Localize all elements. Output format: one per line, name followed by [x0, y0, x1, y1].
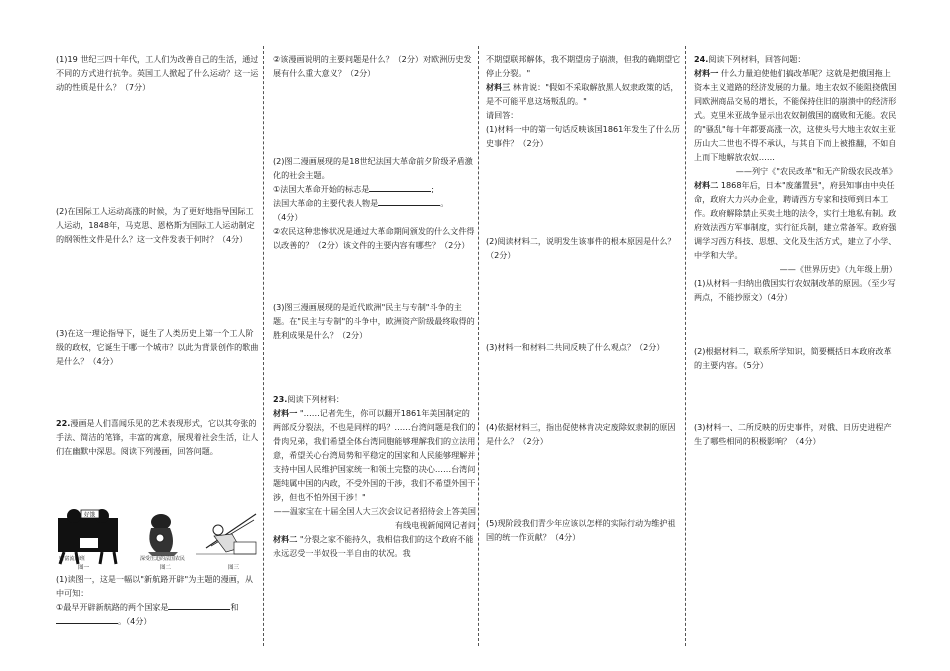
question-22-intro-text: 漫画是人们喜闻乐见的艺术表现形式，它以其夸张的手法、简洁的笔锋，丰富的寓意，展现着社会生活，让人们在幽默中深思。阅读下列漫画，回答问题。 [56, 418, 259, 456]
question-23-part-5: (5)现阶段我们青少年应该以怎样的实际行动为维护祖国的统一作贡献？（4分） [486, 518, 676, 542]
answer-blank-country-1[interactable] [168, 600, 230, 610]
column-1-bottom [56, 572, 259, 628]
material-3-text: 林肯说："假如不采取解放黑人奴隶政策的话，是不可能平息这场叛乱的。" [486, 82, 679, 106]
question-23-number: 23. [273, 394, 288, 404]
question-24-number: 24. [694, 54, 709, 64]
material-3-label: 材料三 [486, 82, 511, 92]
question-24-intro [694, 52, 897, 66]
column-separator-1 [263, 46, 264, 646]
q24-material-2-source: ——《世界历史》（九年级上册） [779, 264, 897, 274]
question-22-part-3: (3)图三漫画展现的是近代欧洲"民主与专制"斗争的主题。在"民主与专制"的斗争中，欧洲资产阶级最终取得的胜利成果是什么？（2分） [273, 302, 475, 340]
material-2-text: "分裂之家不能持久，我相信我们的这个政府不能永远忍受一半奴役一半自由的状况。我 [273, 534, 474, 558]
figure-3-label: 图三 [228, 565, 240, 570]
figure-2-label: 图二 [160, 565, 172, 570]
question-23-part-2: (2)阅读材料二，说明发生该事件的根本原因是什么？（2分） [486, 236, 676, 260]
question-21-part-2: (2)在国际工人运动高涨的时候，为了更好地指导国际工人运动，1848年，马克思、恩格斯为国际工人运动制定的纲领性文件是什么？这一文件发表于何时？（4分） [56, 206, 255, 244]
q24-material-2 [694, 178, 897, 262]
column-3 [486, 52, 682, 544]
material-1-source: ——温家宝在十届全国人大三次会议记者招待会上答美国有线电视新闻网记者问 [273, 506, 476, 530]
question-22-part-1a [56, 600, 259, 628]
cartoon-figures [56, 508, 261, 570]
q24-material-2-text: 1868年后，日本"废藩置县"，府县知事由中央任命，政府大力兴办企业，聘请西方专家和技师到日本工作。政府解除禁止买卖土地的法令，实行土地私有制。政府效法西方军事制度，实行征兵制，建立常备军。政府强调学习西方科技、思想、文化及生活方式，建立了小学、中学和大学。 [694, 180, 897, 260]
question-22-part-2b: ②农民这种悲惨状况是通过大革命期间颁发的什么文件得以改善的？（2分）该文件的主要内容有哪些？（2分） [273, 226, 475, 250]
question-23-intro [273, 392, 476, 406]
column-2 [273, 52, 476, 560]
question-24-part-1: (1)从材料一归纳出俄国实行农奴制改革的原因。（至少写两点，不能抄原文）（4分） [694, 278, 896, 302]
points-text: 。（4分） [118, 616, 152, 626]
question-22-intro [56, 416, 259, 458]
question-22-part-1: (1)读图一，这是一幅以"新航路开辟"为主题的漫画，从中可知： [56, 574, 253, 598]
question-22-part-1a-text: ①最早开辟新航路的两个国家是 [56, 602, 169, 612]
question-22-part-2: (2)图二漫画展现的是18世纪法国大革命前夕阶级矛盾激化的社会主题。 [273, 156, 473, 180]
material-1-text: "……记者先生，你可以翻开1861年美国制定的两部反分裂法，不也是同样的吗？……台湾问题是我们的骨肉兄弟，我们希望全体台湾同胞能够理解我们的立法用意，希望关心台湾局势和平稳定的国家和人民能够理解并支持中国人民维护国家统一和领土完整的决心……台湾问题纯属中国的内政，不受外国的干涉，我们不希望外国干涉，但也不怕外国干涉！" [273, 408, 476, 502]
answer-blank-revolution-leader[interactable] [378, 196, 440, 206]
question-22-part-2a-2: 法国大革命的主要代表人物是 [273, 198, 379, 208]
q24-material-1-text: 什么力量迫使他们搞改革呢？这就是把俄国拖上资本主义道路的经济发展的力量。地主农奴不能阻挠俄国同欧洲商品交易的增长，不能保持住旧的崩溃中的经济形式。克里米亚战争显示出农奴制俄国的腐败和无能。农民的"骚乱"每十年都要高涨一次，这使头号大地主农奴主亚历山大二世也不得不承认，与其自下而上被推翻，不如自上而下地解放农奴…… [694, 68, 897, 162]
answer-blank-revolution-start[interactable] [369, 182, 431, 192]
cartoon-figure-2 [148, 514, 178, 556]
q24-material-1-label: 材料一 [694, 68, 719, 78]
q24-material-1 [694, 66, 897, 164]
q24-material-1-source: ——列宁《"农民改革"和无产阶级农民改革》 [735, 166, 897, 176]
material-1-label: 材料一 [273, 408, 298, 418]
question-24-intro-text: 阅读下列材料，回答问题： [708, 54, 806, 64]
material-1 [273, 406, 476, 504]
cartoon-caption-wealth: 财富流西班 [59, 556, 85, 562]
question-23-intro-text: 阅读下列材料： [287, 394, 345, 404]
material-2-continued: 不期望联邦解体，我不期望房子崩溃，但我的确期望它停止分裂。" [486, 54, 681, 78]
material-2-label: 材料二 [273, 534, 298, 544]
question-22-part-2a-points: （4分） [273, 212, 303, 222]
question-22-part-1b: ②该漫画说明的主要问题是什么？（2分）对欧洲历史发展有什么重大意义？（2分） [273, 54, 472, 78]
question-24-part-2: (2)根据材料二，联系所学知识，简要概括日本政府改革的主要内容。（5分） [694, 346, 892, 370]
question-21-part-1: (1)19 世纪三四十年代，工人们为改善自己的生活，通过不同的方式进行抗争。英国工人掀起了什么运动？这一运动的性质是什么？（7分） [56, 54, 259, 92]
please-answer: 请回答： [486, 110, 519, 120]
question-23-part-3: (3)材料一和材料二共同反映了什么观点？（2分） [486, 342, 665, 352]
question-23-part-4: (4)依据材料三，指出促使林肯决定废除奴隶制的原因是什么？（2分） [486, 422, 676, 446]
question-23-part-1: (1)材料一中的第一句话反映该国1861年发生了什么历史事件？（2分） [486, 124, 680, 148]
question-24-part-3: (3)材料一、二所反映的历史事件，对俄、日历史进程产生了哪些相同的积极影响？（4分） [694, 422, 892, 446]
question-22-number: 22. [56, 418, 71, 428]
figure-1-label: 图一 [78, 565, 90, 570]
answer-blank-country-2[interactable] [56, 614, 118, 624]
cartoon-caption-hungry: 好饿 [84, 512, 96, 519]
cartoon-caption-peasants: 深受压迫的法国农民 [140, 556, 186, 562]
column-separator-2 [478, 46, 479, 646]
question-22-part-2a: ①法国大革命开始的标志是 ; 法国大革命的主要代表人物是 。 （4分） [273, 184, 449, 222]
and-text: 和 [230, 602, 239, 612]
material-3 [486, 80, 682, 108]
column-1 [56, 52, 259, 458]
column-separator-3 [685, 46, 686, 646]
question-22-part-2a-1: ①法国大革命开始的标志是 [273, 184, 370, 194]
column-4 [694, 52, 897, 448]
question-21-part-3: (3)在这一理论指导下，诞生了人类历史上第一个工人阶级的政权，它诞生于哪一个城市？以此为背景创作的歌曲是什么？（4分） [56, 328, 259, 366]
q24-material-2-label: 材料二 [694, 180, 719, 190]
cartoon-figure-3 [196, 514, 256, 554]
material-2 [273, 532, 476, 560]
